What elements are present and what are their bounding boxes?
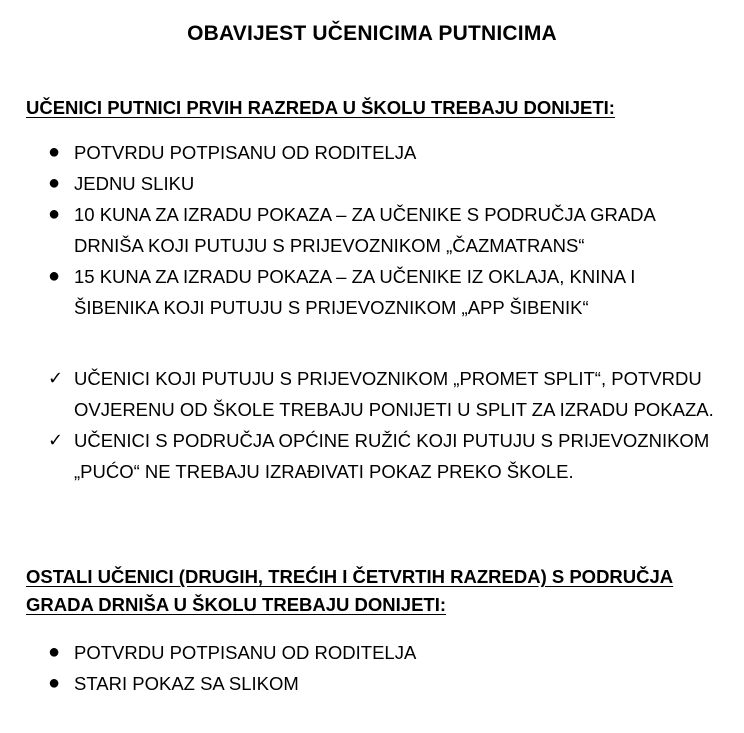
bullet-dot-icon: ● — [48, 203, 61, 225]
bullet-dot-icon: ● — [48, 172, 61, 194]
page-title: OBAVIJEST UČENICIMA PUTNICIMA — [187, 22, 557, 45]
list-item-text: POTVRDU POTPISANU OD RODITELJA — [74, 642, 417, 663]
list-item — [0, 363, 744, 425]
section1-heading: UČENICI PUTNICI PRVIH RAZREDA U ŠKOLU TREBAJU DONIJETI: — [26, 97, 615, 118]
list-item-text: 10 KUNA ZA IZRADU POKAZA – ZA UČENIKE S PODRUČJA GRADA DRNIŠA KOJI PUTUJU S PRIJEVOZNIKOM „ČAZMATRANS“ — [74, 204, 655, 256]
bullet-dot-icon: ● — [48, 265, 61, 287]
section2-heading: OSTALI UČENICI (DRUGIH, TREĆIH I ČETVRTIH RAZREDA) S PODRUČJA GRADA DRNIŠA U ŠKOLU TREBAJU DONIJETI: — [26, 566, 674, 615]
section1-bullet-list — [0, 137, 744, 323]
list-item-text: POTVRDU POTPISANU OD RODITELJA — [74, 142, 417, 163]
list-item — [0, 261, 744, 323]
bullet-dot-icon: ● — [48, 141, 61, 163]
list-item-text: UČENICI S PODRUČJA OPĆINE RUŽIĆ KOJI PUTUJU S PRIJEVOZNIKOM „PUĆO“ NE TREBAJU IZRAĐIVATI POKAZ PREKO ŠKOLE. — [74, 430, 710, 482]
list-item-text: JEDNU SLIKU — [74, 173, 195, 194]
list-item — [0, 137, 744, 168]
notes-check-list — [0, 363, 744, 487]
list-item — [0, 168, 744, 199]
checkmark-icon: ✓ — [48, 368, 64, 388]
list-item — [0, 668, 744, 699]
section2-bullet-list — [0, 637, 744, 699]
list-item-text: UČENICI KOJI PUTUJU S PRIJEVOZNIKOM „PROMET SPLIT“, POTVRDU OVJERENU OD ŠKOLE TREBAJU PONIJETI U SPLIT ZA IZRADU POKAZA. — [74, 368, 714, 420]
bullet-dot-icon: ● — [48, 672, 61, 694]
list-item — [0, 637, 744, 668]
bullet-dot-icon: ● — [48, 641, 61, 663]
list-item — [0, 425, 744, 487]
list-item-text: STARI POKAZ SA SLIKOM — [74, 673, 299, 694]
list-item — [0, 199, 744, 261]
list-item-text: 15 KUNA ZA IZRADU POKAZA – ZA UČENIKE IZ OKLAJA, KNINA I ŠIBENIKA KOJI PUTUJU S PRIJEVOZNIKOM „APP ŠIBENIK“ — [74, 266, 636, 318]
checkmark-icon: ✓ — [48, 430, 64, 450]
